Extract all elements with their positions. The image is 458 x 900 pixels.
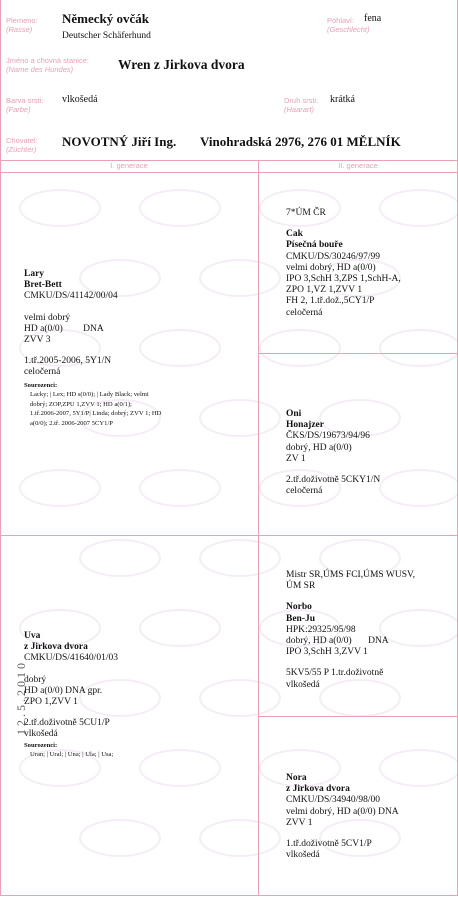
chovatel-label-cz: Chovatel: xyxy=(6,136,38,145)
sire-reg: CMKU/DS/41142/00/04 xyxy=(24,291,118,302)
jmeno-label xyxy=(6,56,89,74)
barva-label xyxy=(6,96,44,114)
plemeno-label-de: (Rasse) xyxy=(6,25,33,34)
sire-dam-cell xyxy=(286,409,456,497)
dam-sire-line-1: dobrý, HD a(0/0) xyxy=(286,636,352,647)
dam-sire-title-2: ÚM SR xyxy=(286,581,316,592)
sire-dam-name: Oni xyxy=(286,409,302,419)
sire-sire-line-3: ZPO 1,VZ 1,ZVV 1 xyxy=(286,285,363,296)
dam-sire-title-1: Mistr SR,ÚMS FCI,ÚMS WUSV, xyxy=(286,570,415,580)
dam-dam-kennel: z Jirkova dvora xyxy=(286,784,350,795)
dam-breed: 2.tř.doživotně 5CU1/P xyxy=(24,718,110,729)
dam-sire-kennel: Ben-Ju xyxy=(286,613,316,624)
sire-dam-breed: 2.tř.doživotně 5CKY1/N xyxy=(286,475,381,486)
sire-health: HD a(0/0) xyxy=(24,323,63,334)
dam-color: vlkošedá xyxy=(24,729,58,740)
dam-dam-breed: 1.tř.doživotně 5CV1/P xyxy=(286,839,372,850)
sire-eval: velmi dobrý xyxy=(24,312,71,323)
druh-label-de: (Haarart) xyxy=(284,105,315,114)
dam-dam-name: Nora xyxy=(286,773,307,783)
dam-dam-reg: CMKU/DS/34940/98/00 xyxy=(286,795,380,806)
dam-sire-line-2: IPO 3,SchH 3,ZVV 1 xyxy=(286,647,368,658)
sire-sire-color: celočerná xyxy=(286,307,323,318)
generation-1-label: I. generace xyxy=(110,161,148,170)
dam-sire-dna: DNA xyxy=(368,636,389,647)
jmeno-value: Wren z Jirkova dvora xyxy=(118,57,245,72)
sire-color: celočerná xyxy=(24,367,61,378)
plemeno-label xyxy=(6,16,38,34)
dam-sire-name: Norbo xyxy=(286,602,312,613)
dam-reg: CMKU/DS/41640/01/03 xyxy=(24,653,118,664)
grid-line-left xyxy=(0,0,1,896)
druh-label-cz: Druh srsti: xyxy=(284,96,319,105)
sire-siblings-line-1: Lacky; | Lex; HD s(0/0); | Lady Black; velmi xyxy=(30,391,149,399)
dam-sire-breed: 5KV5/55 P 1.tr.doživotně xyxy=(286,668,384,679)
sire-dam-kennel: Honajzer xyxy=(286,420,324,431)
sire-dam-color: celočerná xyxy=(286,486,323,497)
sire-dam-line-2: ZV 1 xyxy=(286,453,306,464)
chovatel-name: NOVOTNÝ Jiří Ing. xyxy=(62,134,177,149)
sire-health-row xyxy=(24,324,254,335)
barva-label-cz: Barva srsti: xyxy=(6,96,44,105)
jmeno-label-de: (Name des Hundes) xyxy=(6,65,74,74)
dam-eval: dobrý xyxy=(24,674,47,685)
barva-label-de: (Farbe) xyxy=(6,105,31,114)
dam-zpo: ZPO 1,ZVV 1 xyxy=(24,697,78,708)
grid-line-sire-split xyxy=(258,353,458,354)
dam-sire-color: vlkošedá xyxy=(286,679,320,690)
plemeno-value-de: Deutscher Schäferhund xyxy=(62,31,151,41)
grid-line-middle xyxy=(0,535,458,536)
barva-value: vlkošedá xyxy=(62,94,98,105)
sire-cell xyxy=(24,269,254,428)
dam-siblings-label: Sourozenci: xyxy=(24,741,58,749)
pohlavi-value: fena xyxy=(364,13,382,24)
date-stamp: 12.5.2010 xyxy=(14,660,28,735)
sire-dam-reg: ČKS/DS/19673/94/96 xyxy=(286,431,370,442)
pohlavi-label-cz: Pohlaví: xyxy=(327,16,355,25)
dam-sire-line-1-row xyxy=(286,636,456,647)
druh-value: krátká xyxy=(330,94,355,105)
sire-siblings-line-4: a(0/0); 2.tř. 2006-2007 5CY1/P xyxy=(30,419,113,427)
dam-kennel: z Jirkova dvora xyxy=(24,642,88,653)
sire-dam-line-1: dobrý, HD a(0/0) xyxy=(286,442,352,453)
dam-dam-cell xyxy=(286,773,456,861)
dam-siblings-line-1: Uran; | Ural; | Una; | Ula; | Usa; xyxy=(30,751,114,759)
sire-siblings xyxy=(24,381,254,429)
sire-dna: DNA xyxy=(83,323,104,334)
chovatel-label-de: (Züchter) xyxy=(6,145,37,154)
dam-health: HD a(0/0) DNA gpr. xyxy=(24,685,103,696)
chovatel-address: Vinohradská 2976, 276 01 MĚLNÍK xyxy=(200,134,401,149)
sire-sire-reg: CMKU/DS/30246/97/99 xyxy=(286,251,380,262)
sire-sire-cell xyxy=(286,208,456,319)
sire-sire-line-1: velmi dobrý, HD a(0/0) xyxy=(286,262,376,273)
sire-kennel: Bret-Bett xyxy=(24,280,62,291)
grid-line-bottom xyxy=(0,895,458,896)
grid-line-gen-header xyxy=(0,172,458,173)
dam-sire-reg: HPK:29325/95/98 xyxy=(286,624,356,635)
sire-sire-kennel: Písečná bouře xyxy=(286,240,343,251)
generation-2-label: II. generace xyxy=(338,161,378,170)
dam-name: Uva xyxy=(24,631,41,641)
grid-line-vertical xyxy=(258,160,259,895)
dam-dam-line-2: ZVV 1 xyxy=(286,817,313,828)
dam-sire-cell xyxy=(286,570,456,691)
dam-dam-color: vlkošedá xyxy=(286,850,320,861)
chovatel-label xyxy=(6,136,38,154)
grid-line-dam-split xyxy=(258,716,458,717)
sire-zvv: ZVV 3 xyxy=(24,335,51,346)
dam-siblings xyxy=(24,741,254,760)
plemeno-value: Německý ovčák xyxy=(62,11,150,26)
sire-siblings-label: Sourozenci: xyxy=(24,381,58,389)
sire-siblings-line-3: 1.tř.2006-2007, 5Y1/P| Linda; dobrý; ZVV 1; HD xyxy=(30,410,162,418)
sire-name: Lary xyxy=(24,269,45,279)
sire-sire-line-4: FH 2, 1.tř.dož.,5CY1/P xyxy=(286,296,375,307)
sire-sire-name: Cak xyxy=(286,229,303,240)
plemeno-label-cz: Plemeno: xyxy=(6,16,38,25)
sire-breed: 1.tř.2005-2006, 5Y1/N xyxy=(24,356,112,367)
druh-label xyxy=(284,96,318,114)
sire-sire-title: 7*ÚM ČR xyxy=(286,208,326,218)
sire-sire-line-2: IPO 3,SchH 3,ZPS 1,SchH-A, xyxy=(286,274,401,285)
pohlavi-label-de: (Geschlecht) xyxy=(327,25,370,34)
sire-siblings-line-2: dobrý; ZOP,ZPU 1,ZVV 1; HD a(0/1); xyxy=(30,400,132,408)
dam-dam-line-1: velmi dobrý, HD a(0/0) DNA xyxy=(286,806,399,817)
dam-cell xyxy=(24,631,254,760)
jmeno-label-cz: Jméno a chovná stanice: xyxy=(6,56,89,65)
